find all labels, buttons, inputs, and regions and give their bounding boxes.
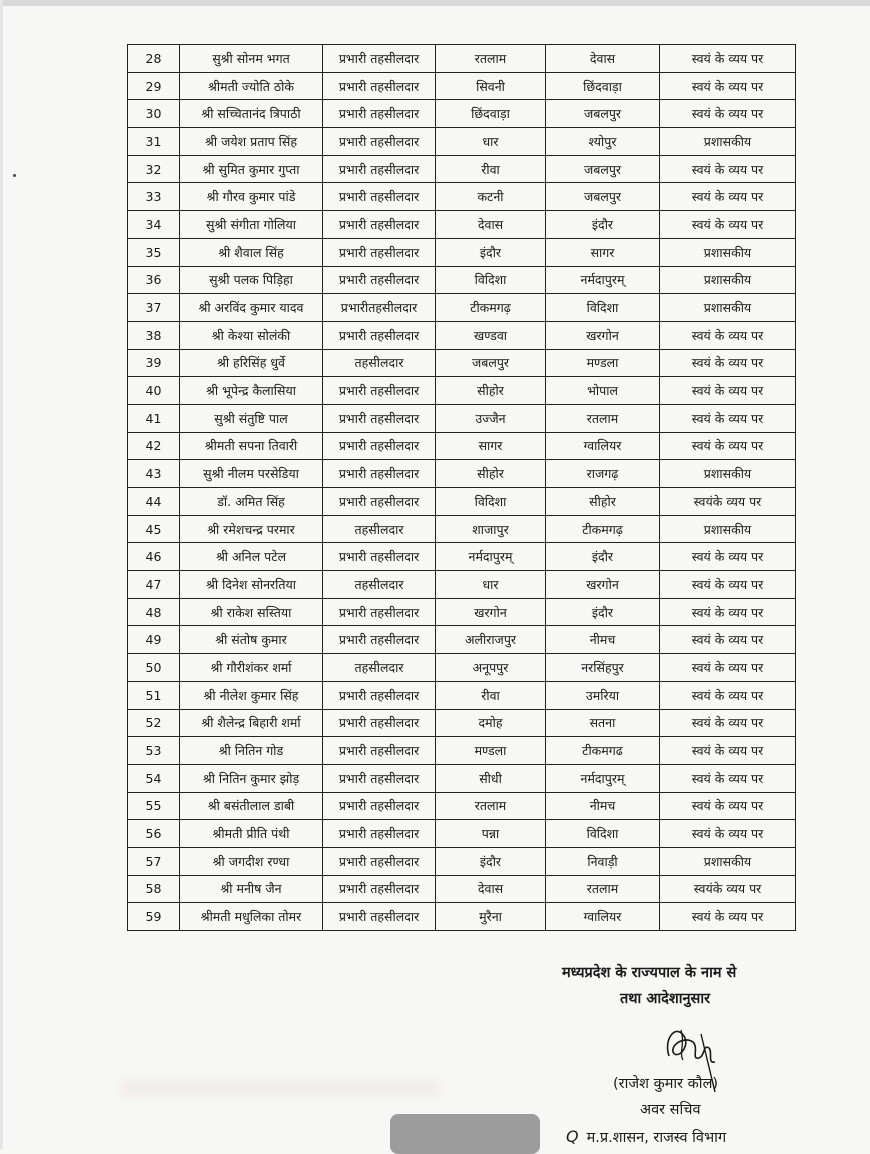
from-district-cell: सागर (436, 432, 546, 460)
order-line: तथा आदेशानुसार (620, 991, 711, 1007)
post-cell: प्रभारी तहसीलदार (323, 903, 436, 931)
serial-number-cell: 53 (128, 737, 180, 765)
table-row (128, 654, 796, 682)
transfer-mode-cell: स्वयं के व्यय पर (660, 543, 796, 571)
officer-name-cell: श्री रमेशचन्द्र परमार (180, 515, 323, 543)
post-cell: प्रभारी तहसीलदार (323, 155, 436, 183)
table-row (128, 404, 796, 432)
transfer-mode-cell: स्वयं के व्यय पर (660, 571, 796, 599)
table-row (128, 737, 796, 765)
from-district-cell: देवास (436, 875, 546, 903)
serial-number-cell: 39 (128, 349, 180, 377)
serial-number-cell: 48 (128, 598, 180, 626)
from-district-cell: खरगोन (436, 598, 546, 626)
table-row (128, 211, 796, 239)
from-district-cell: सिवनी (436, 72, 546, 100)
to-district-cell: सतना (546, 709, 660, 737)
table-row (128, 460, 796, 488)
table-row (128, 45, 796, 73)
transfer-mode-cell: प्रशासकीय (660, 266, 796, 294)
post-cell: प्रभारी तहसीलदार (323, 266, 436, 294)
transfer-mode-cell: स्वयं के व्यय पर (660, 404, 796, 432)
post-cell: प्रभारी तहसीलदार (323, 238, 436, 266)
post-cell: प्रभारी तहसीलदार (323, 72, 436, 100)
to-district-cell: सागर (546, 238, 660, 266)
to-district-cell: इंदौर (546, 543, 660, 571)
to-district-cell: टीकमगढ़ (546, 515, 660, 543)
from-district-cell: धार (436, 128, 546, 156)
table-row (128, 238, 796, 266)
table-row (128, 903, 796, 931)
serial-number-cell: 58 (128, 875, 180, 903)
table-row (128, 349, 796, 377)
from-district-cell: इंदौर (436, 238, 546, 266)
officer-name-cell: श्रीमती ज्योति ठोके (180, 72, 323, 100)
from-district-cell: अलीराजपुर (436, 626, 546, 654)
to-district-cell: रतलाम (546, 404, 660, 432)
table-row (128, 681, 796, 709)
from-district-cell: देवास (436, 211, 546, 239)
transfer-mode-cell: स्वयं के व्यय पर (660, 377, 796, 405)
post-cell: प्रभारी तहसीलदार (323, 460, 436, 488)
officer-name-cell: श्री हरिसिंह धुर्वे (180, 349, 323, 377)
table-row (128, 792, 796, 820)
to-district-cell: मण्डला (546, 349, 660, 377)
officer-name-cell: श्री नितिन कुमार झोड़ (180, 764, 323, 792)
post-cell: प्रभारी तहसीलदार (323, 681, 436, 709)
to-district-cell: नरसिंहपुर (546, 654, 660, 682)
table-row (128, 764, 796, 792)
officer-name-cell: श्री राकेश सस्तिया (180, 598, 323, 626)
table-row (128, 377, 796, 405)
officer-name-cell: श्री संतोष कुमार (180, 626, 323, 654)
officer-name-cell: श्री गौरव कुमार पांडे (180, 183, 323, 211)
officer-name-cell: श्री गौरीशंकर शर्मा (180, 654, 323, 682)
to-district-cell: खरगोन (546, 571, 660, 599)
transfer-mode-cell: स्वयं के व्यय पर (660, 654, 796, 682)
officer-name-cell: श्री नितिन गोड (180, 737, 323, 765)
officer-name-cell: श्रीमती मधुलिका तोमर (180, 903, 323, 931)
from-district-cell: रीवा (436, 155, 546, 183)
officer-name-cell: श्री अरविंद कुमार यादव (180, 294, 323, 322)
serial-number-cell: 51 (128, 681, 180, 709)
transfer-mode-cell: प्रशासकीय (660, 515, 796, 543)
serial-number-cell: 52 (128, 709, 180, 737)
page-left-edge (0, 0, 3, 1149)
transfer-mode-cell: स्वयं के व्यय पर (660, 598, 796, 626)
table-row (128, 847, 796, 875)
to-district-cell: जबलपुर (546, 155, 660, 183)
to-district-cell: नीमच (546, 792, 660, 820)
officer-name-cell: श्री शैलेन्द्र बिहारी शर्मा (180, 709, 323, 737)
serial-number-cell: 56 (128, 820, 180, 848)
from-district-cell: अनूपपुर (436, 654, 546, 682)
serial-number-cell: 47 (128, 571, 180, 599)
from-district-cell: उज्जैन (436, 404, 546, 432)
officer-name: (राजेश कुमार कौल) (613, 1076, 719, 1092)
from-district-cell: दमोह (436, 709, 546, 737)
authority-line: मध्यप्रदेश के राज्यपाल के नाम से (562, 965, 737, 981)
from-district-cell: टीकमगढ़ (436, 294, 546, 322)
from-district-cell: मुरैना (436, 903, 546, 931)
transfer-mode-cell: स्वयं के व्यय पर (660, 100, 796, 128)
transfer-mode-cell: स्वयं के व्यय पर (660, 820, 796, 848)
officer-name-cell: श्री सुमित कुमार गुप्ता (180, 155, 323, 183)
transfer-mode-cell: स्वयं के व्यय पर (660, 626, 796, 654)
serial-number-cell: 45 (128, 515, 180, 543)
post-cell: तहसीलदार (323, 515, 436, 543)
transfer-mode-cell: स्वयं के व्यय पर (660, 349, 796, 377)
serial-number-cell: 40 (128, 377, 180, 405)
transfer-table-body (128, 45, 796, 931)
table-row (128, 875, 796, 903)
from-district-cell: विदिशा (436, 266, 546, 294)
serial-number-cell: 34 (128, 211, 180, 239)
from-district-cell: रतलाम (436, 792, 546, 820)
table-row (128, 155, 796, 183)
from-district-cell: रतलाम (436, 45, 546, 73)
officer-name-cell: श्री सच्चितानंद त्रिपाठी (180, 100, 323, 128)
from-district-cell: जबलपुर (436, 349, 546, 377)
officer-name-cell: श्री भूपेन्द्र कैलासिया (180, 377, 323, 405)
serial-number-cell: 33 (128, 183, 180, 211)
from-district-cell: सीहोर (436, 460, 546, 488)
serial-number-cell: 55 (128, 792, 180, 820)
table-row (128, 626, 796, 654)
transfer-mode-cell: स्वयंके व्यय पर (660, 875, 796, 903)
serial-number-cell: 31 (128, 128, 180, 156)
post-cell: प्रभारी तहसीलदार (323, 377, 436, 405)
table-row (128, 543, 796, 571)
transfer-table (127, 44, 796, 931)
serial-number-cell: 44 (128, 488, 180, 516)
transfer-mode-cell: स्वयं के व्यय पर (660, 45, 796, 73)
table-row (128, 183, 796, 211)
department-name (566, 1127, 726, 1147)
transfer-mode-cell: स्वयं के व्यय पर (660, 72, 796, 100)
serial-number-cell: 37 (128, 294, 180, 322)
officer-name-cell: श्री शैवाल सिंह (180, 238, 323, 266)
table-row (128, 515, 796, 543)
post-cell: प्रभारी तहसीलदार (323, 792, 436, 820)
post-cell: प्रभारी तहसीलदार (323, 488, 436, 516)
serial-number-cell: 38 (128, 321, 180, 349)
transfer-mode-cell: स्वयं के व्यय पर (660, 903, 796, 931)
from-district-cell: शाजापुर (436, 515, 546, 543)
to-district-cell: विदिशा (546, 294, 660, 322)
table-row (128, 294, 796, 322)
officer-name-cell: डॉ. अमित सिंह (180, 488, 323, 516)
to-district-cell: इंदौर (546, 598, 660, 626)
transfer-mode-cell: प्रशासकीय (660, 238, 796, 266)
to-district-cell: छिंदवाड़ा (546, 72, 660, 100)
transfer-mode-cell: स्वयंके व्यय पर (660, 488, 796, 516)
post-cell: प्रभारी तहसीलदार (323, 709, 436, 737)
serial-number-cell: 35 (128, 238, 180, 266)
page-top-edge (0, 0, 870, 6)
officer-name-cell: श्री मनीष जैन (180, 875, 323, 903)
officer-name-cell: सुश्री सोनम भगत (180, 45, 323, 73)
serial-number-cell: 41 (128, 404, 180, 432)
from-district-cell: मण्डला (436, 737, 546, 765)
to-district-cell: ग्वालियर (546, 432, 660, 460)
post-cell: प्रभारी तहसीलदार (323, 626, 436, 654)
serial-number-cell: 46 (128, 543, 180, 571)
serial-number-cell: 42 (128, 432, 180, 460)
transfer-mode-cell: स्वयं के व्यय पर (660, 737, 796, 765)
post-cell: प्रभारी तहसीलदार (323, 543, 436, 571)
to-district-cell: नीमच (546, 626, 660, 654)
from-district-cell: सीधी (436, 764, 546, 792)
post-cell: तहसीलदार (323, 654, 436, 682)
table-row (128, 128, 796, 156)
to-district-cell: नर्मदापुरम् (546, 764, 660, 792)
transfer-mode-cell: स्वयं के व्यय पर (660, 709, 796, 737)
serial-number-cell: 43 (128, 460, 180, 488)
from-district-cell: नर्मदापुरम् (436, 543, 546, 571)
table-row (128, 598, 796, 626)
officer-name-cell: श्री दिनेश सोनरतिया (180, 571, 323, 599)
serial-number-cell: 54 (128, 764, 180, 792)
officer-name-cell: सुश्री नीलम परसेडिया (180, 460, 323, 488)
officer-name-cell: श्री अनिल पटेल (180, 543, 323, 571)
officer-name-cell: श्री नीलेश कुमार सिंह (180, 681, 323, 709)
transfer-mode-cell: स्वयं के व्यय पर (660, 764, 796, 792)
transfer-mode-cell: स्वयं के व्यय पर (660, 183, 796, 211)
officer-name-cell: श्री जगदीश रण्धा (180, 847, 323, 875)
officer-name-cell: सुश्री पलक पिड़िहा (180, 266, 323, 294)
table-row (128, 820, 796, 848)
to-district-cell: निवाड़ी (546, 847, 660, 875)
table-row (128, 488, 796, 516)
to-district-cell: जबलपुर (546, 183, 660, 211)
officer-name-cell: सुश्री संगीता गोलिया (180, 211, 323, 239)
post-cell: प्रभारी तहसीलदार (323, 404, 436, 432)
department-label: म.प्र.शासन, राजस्व विभाग (586, 1130, 727, 1146)
transfer-mode-cell: स्वयं के व्यय पर (660, 155, 796, 183)
serial-number-cell: 28 (128, 45, 180, 73)
to-district-cell: विदिशा (546, 820, 660, 848)
to-district-cell: रतलाम (546, 875, 660, 903)
from-district-cell: कटनी (436, 183, 546, 211)
to-district-cell: देवास (546, 45, 660, 73)
post-cell: प्रभारी तहसीलदार (323, 598, 436, 626)
to-district-cell: उमरिया (546, 681, 660, 709)
to-district-cell: इंदौर (546, 211, 660, 239)
transfer-mode-cell: स्वयं के व्यय पर (660, 211, 796, 239)
initial-mark: Q (566, 1127, 579, 1146)
from-district-cell: विदिशा (436, 488, 546, 516)
serial-number-cell: 50 (128, 654, 180, 682)
post-cell: प्रभारी तहसीलदार (323, 321, 436, 349)
table-row (128, 709, 796, 737)
post-cell: प्रभारीतहसीलदार (323, 294, 436, 322)
from-district-cell: रीवा (436, 681, 546, 709)
table-row (128, 321, 796, 349)
to-district-cell: नर्मदापुरम् (546, 266, 660, 294)
from-district-cell: इंदौर (436, 847, 546, 875)
from-district-cell: खण्डवा (436, 321, 546, 349)
officer-name-cell: श्रीमती सपना तिवारी (180, 432, 323, 460)
transfer-mode-cell: स्वयं के व्यय पर (660, 432, 796, 460)
officer-name-cell: सुश्री संतुष्टि पाल (180, 404, 323, 432)
to-district-cell: राजगढ़ (546, 460, 660, 488)
to-district-cell: टीकमगढ (546, 737, 660, 765)
serial-number-cell: 57 (128, 847, 180, 875)
transfer-mode-cell: स्वयं के व्यय पर (660, 792, 796, 820)
transfer-mode-cell: प्रशासकीय (660, 847, 796, 875)
from-district-cell: छिंदवाड़ा (436, 100, 546, 128)
to-district-cell: भोपाल (546, 377, 660, 405)
post-cell: प्रभारी तहसीलदार (323, 45, 436, 73)
table-row (128, 72, 796, 100)
post-cell: प्रभारी तहसीलदार (323, 183, 436, 211)
transfer-mode-cell: प्रशासकीय (660, 294, 796, 322)
to-district-cell: खरगोन (546, 321, 660, 349)
officer-name-cell: श्री जयेश प्रताप सिंह (180, 128, 323, 156)
serial-number-cell: 59 (128, 903, 180, 931)
to-district-cell: सीहोर (546, 488, 660, 516)
to-district-cell: जबलपुर (546, 100, 660, 128)
to-district-cell: ग्वालियर (546, 903, 660, 931)
transfer-mode-cell: प्रशासकीय (660, 128, 796, 156)
from-district-cell: पन्ना (436, 820, 546, 848)
post-cell: प्रभारी तहसीलदार (323, 875, 436, 903)
table-row (128, 571, 796, 599)
post-cell: तहसीलदार (323, 349, 436, 377)
post-cell: प्रभारी तहसीलदार (323, 764, 436, 792)
transfer-mode-cell: स्वयं के व्यय पर (660, 321, 796, 349)
blurred-smudge (120, 1080, 440, 1098)
serial-number-cell: 32 (128, 155, 180, 183)
serial-number-cell: 30 (128, 100, 180, 128)
serial-number-cell: 49 (128, 626, 180, 654)
officer-name-cell: श्री बसंतीलाल डाबी (180, 792, 323, 820)
table-row (128, 432, 796, 460)
post-cell: प्रभारी तहसीलदार (323, 128, 436, 156)
stray-mark (13, 174, 16, 177)
transfer-mode-cell: प्रशासकीय (660, 460, 796, 488)
post-cell: प्रभारी तहसीलदार (323, 432, 436, 460)
post-cell: प्रभारी तहसीलदार (323, 820, 436, 848)
from-district-cell: धार (436, 571, 546, 599)
post-cell: प्रभारी तहसीलदार (323, 737, 436, 765)
officer-designation: अवर सचिव (640, 1102, 701, 1118)
post-cell: तहसीलदार (323, 571, 436, 599)
serial-number-cell: 36 (128, 266, 180, 294)
officer-name-cell: श्रीमती प्रीति पंथी (180, 820, 323, 848)
post-cell: प्रभारी तहसीलदार (323, 100, 436, 128)
table-row (128, 100, 796, 128)
to-district-cell: श्योपुर (546, 128, 660, 156)
post-cell: प्रभारी तहसीलदार (323, 211, 436, 239)
transfer-mode-cell: स्वयं के व्यय पर (660, 681, 796, 709)
page-indicator-pill[interactable] (390, 1114, 540, 1154)
table-row (128, 266, 796, 294)
officer-name-cell: श्री केश्या सोलंकी (180, 321, 323, 349)
from-district-cell: सीहोर (436, 377, 546, 405)
serial-number-cell: 29 (128, 72, 180, 100)
post-cell: प्रभारी तहसीलदार (323, 847, 436, 875)
